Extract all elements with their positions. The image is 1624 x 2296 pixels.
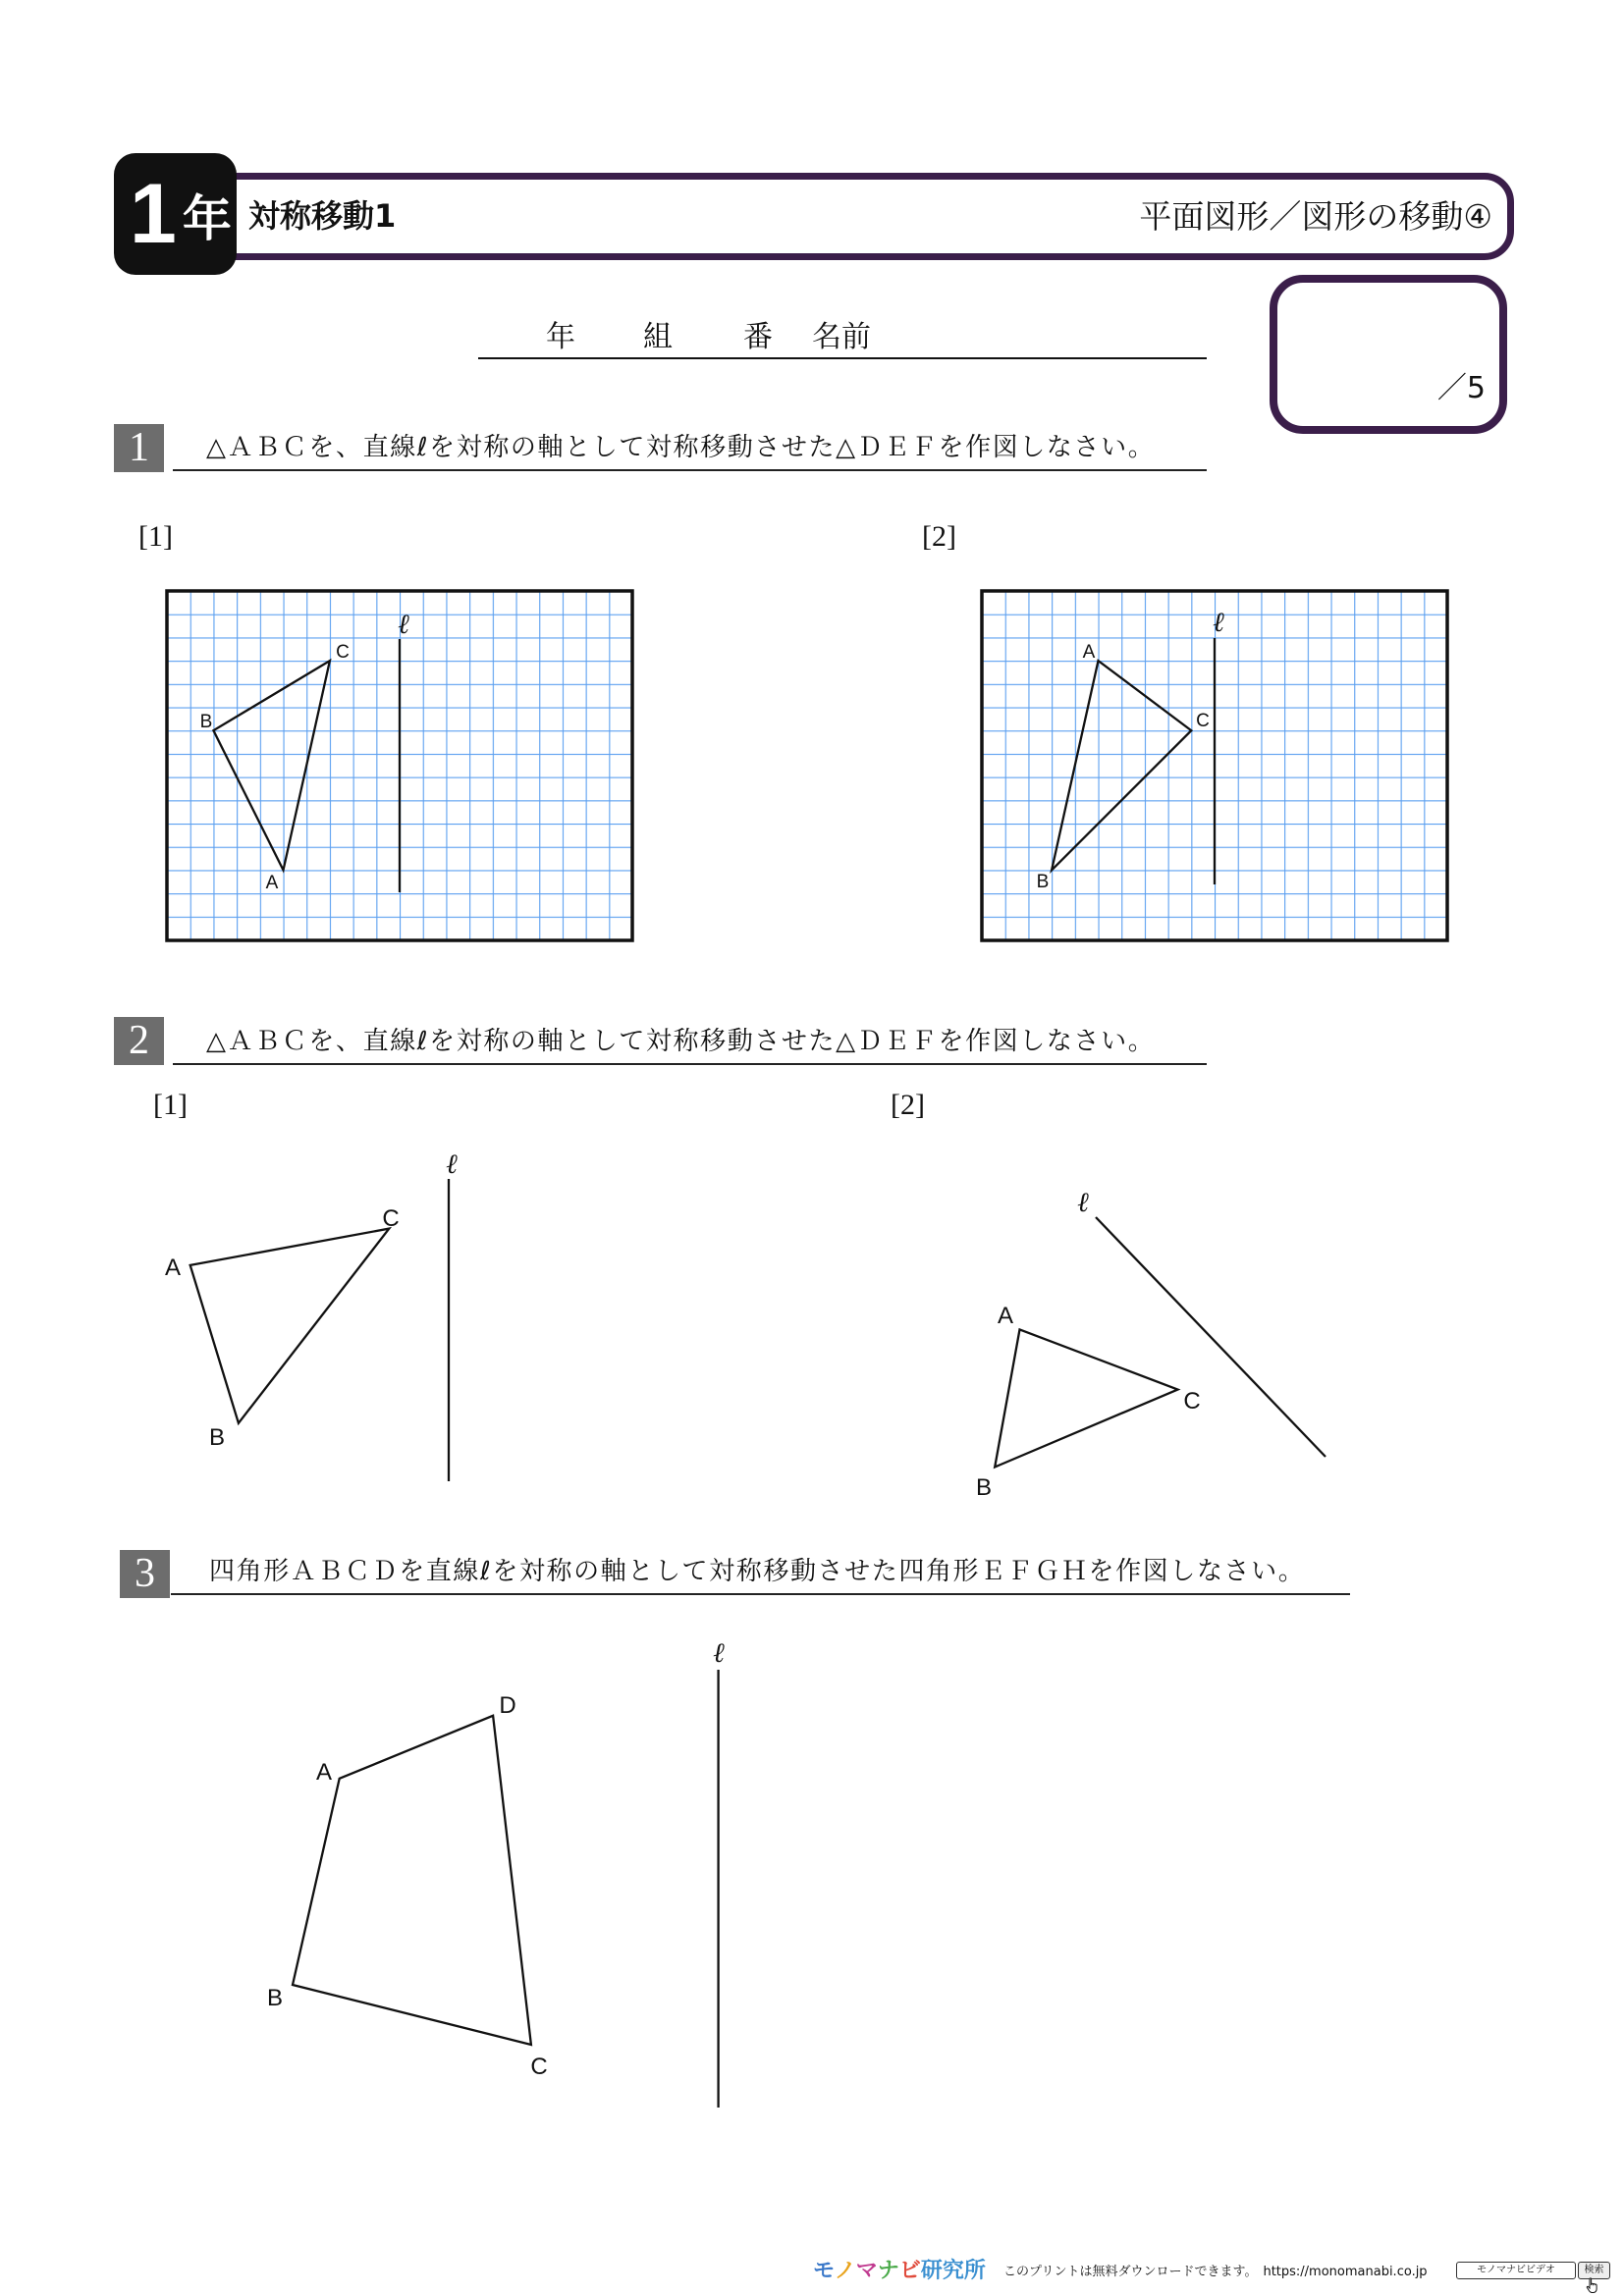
problem-1-part-2-label: [2] bbox=[922, 520, 956, 553]
vertex-label-c: C bbox=[382, 1205, 400, 1232]
vertex-label-c: C bbox=[1196, 711, 1210, 731]
axis-label: ℓ bbox=[1213, 606, 1224, 638]
search-input[interactable]: モノマナビビデオ bbox=[1456, 2262, 1576, 2279]
worksheet-title: 対称移動1 bbox=[248, 197, 397, 235]
name-line-year: 年 bbox=[546, 320, 575, 354]
header-bar bbox=[201, 173, 1514, 260]
footer-download-note: このプリントは無料ダウンロードできます。 bbox=[1003, 2265, 1258, 2279]
vertex-label-b: B bbox=[208, 1424, 226, 1451]
vertex-label-c: C bbox=[530, 2054, 548, 2080]
grade-badge bbox=[114, 153, 237, 275]
footer-message bbox=[1003, 2264, 1428, 2281]
problem-1-figure-1 bbox=[167, 591, 632, 940]
grade-badge-number: 1 bbox=[130, 167, 177, 261]
problem-number-3: 3 bbox=[120, 1550, 170, 1598]
footer-logo-char: ナ bbox=[877, 2259, 899, 2283]
footer-logo-char: モ bbox=[813, 2259, 835, 2283]
problem-2-figure-2 bbox=[976, 1186, 1326, 1501]
score-total: ／5 bbox=[1436, 371, 1486, 405]
name-line-class: 組 bbox=[643, 320, 673, 354]
vertex-label-c: C bbox=[336, 642, 350, 663]
axis-label: ℓ bbox=[713, 1636, 725, 1669]
hand-pointer-icon bbox=[1585, 2277, 1600, 2294]
name-line-name: 名前 bbox=[812, 320, 871, 354]
triangle-abc bbox=[995, 1329, 1177, 1467]
vertex-label-c: C bbox=[1183, 1388, 1201, 1415]
problem-2-instruction: △ＡＢＣを、直線ℓを対称の軸として対称移動させた△ＤＥＦを作図しなさい。 bbox=[173, 1020, 1207, 1065]
vertex-label-b: B bbox=[266, 1985, 284, 2011]
vertex-label-b: B bbox=[199, 712, 213, 732]
axis-label: ℓ bbox=[398, 608, 409, 640]
problem-2-part-2-label: [2] bbox=[891, 1089, 925, 1121]
footer-logo-char: マ bbox=[855, 2259, 878, 2283]
vertex-label-d: D bbox=[499, 1692, 516, 1719]
name-line-number: 番 bbox=[743, 320, 773, 354]
symmetry-axis-line bbox=[1096, 1217, 1326, 1457]
footer-logo-char: ビ bbox=[898, 2259, 921, 2283]
footer-logo-char: 所 bbox=[963, 2259, 986, 2283]
problem-1-figure-2 bbox=[982, 591, 1447, 940]
problem-1-instruction: △ＡＢＣを、直線ℓを対称の軸として対称移動させた△ＤＥＦを作図しなさい。 bbox=[173, 426, 1207, 471]
vertex-label-a: A bbox=[265, 873, 279, 893]
vertex-label-b: B bbox=[1036, 872, 1050, 892]
footer-logo-char: 研 bbox=[920, 2259, 943, 2283]
problem-number-2: 2 bbox=[114, 1017, 164, 1065]
grade-badge-unit: 年 bbox=[182, 190, 232, 247]
vertex-label-a: A bbox=[315, 1759, 333, 1786]
problem-2-part-1-label: [1] bbox=[153, 1089, 188, 1121]
problem-2-figure-1 bbox=[165, 1148, 458, 1481]
footer-logo-char: 究 bbox=[942, 2259, 964, 2283]
footer-logo bbox=[813, 2258, 986, 2285]
problem-3-figure bbox=[267, 1636, 725, 2108]
axis-label: ℓ bbox=[1077, 1186, 1089, 1218]
problem-1-part-1-label: [1] bbox=[138, 520, 173, 553]
search-button[interactable]: 検索 bbox=[1578, 2262, 1610, 2279]
vertex-label-a: A bbox=[1082, 642, 1096, 663]
vertex-label-b: B bbox=[975, 1474, 993, 1501]
axis-label: ℓ bbox=[446, 1148, 458, 1180]
footer-logo-char: ノ bbox=[834, 2259, 856, 2283]
triangle-abc bbox=[190, 1229, 390, 1423]
problem-number-1: 1 bbox=[114, 424, 164, 472]
vertex-label-a: A bbox=[997, 1303, 1014, 1329]
problem-3-instruction: 四角形ＡＢＣＤを直線ℓを対称の軸として対称移動させた四角形ＥＦＧＨを作図しなさい。 bbox=[171, 1550, 1350, 1595]
footer-url-link[interactable]: https://monomanabi.co.jp bbox=[1263, 2265, 1428, 2279]
vertex-label-a: A bbox=[164, 1255, 182, 1281]
unit-category: 平面図形／図形の移動④ bbox=[1139, 197, 1492, 236]
